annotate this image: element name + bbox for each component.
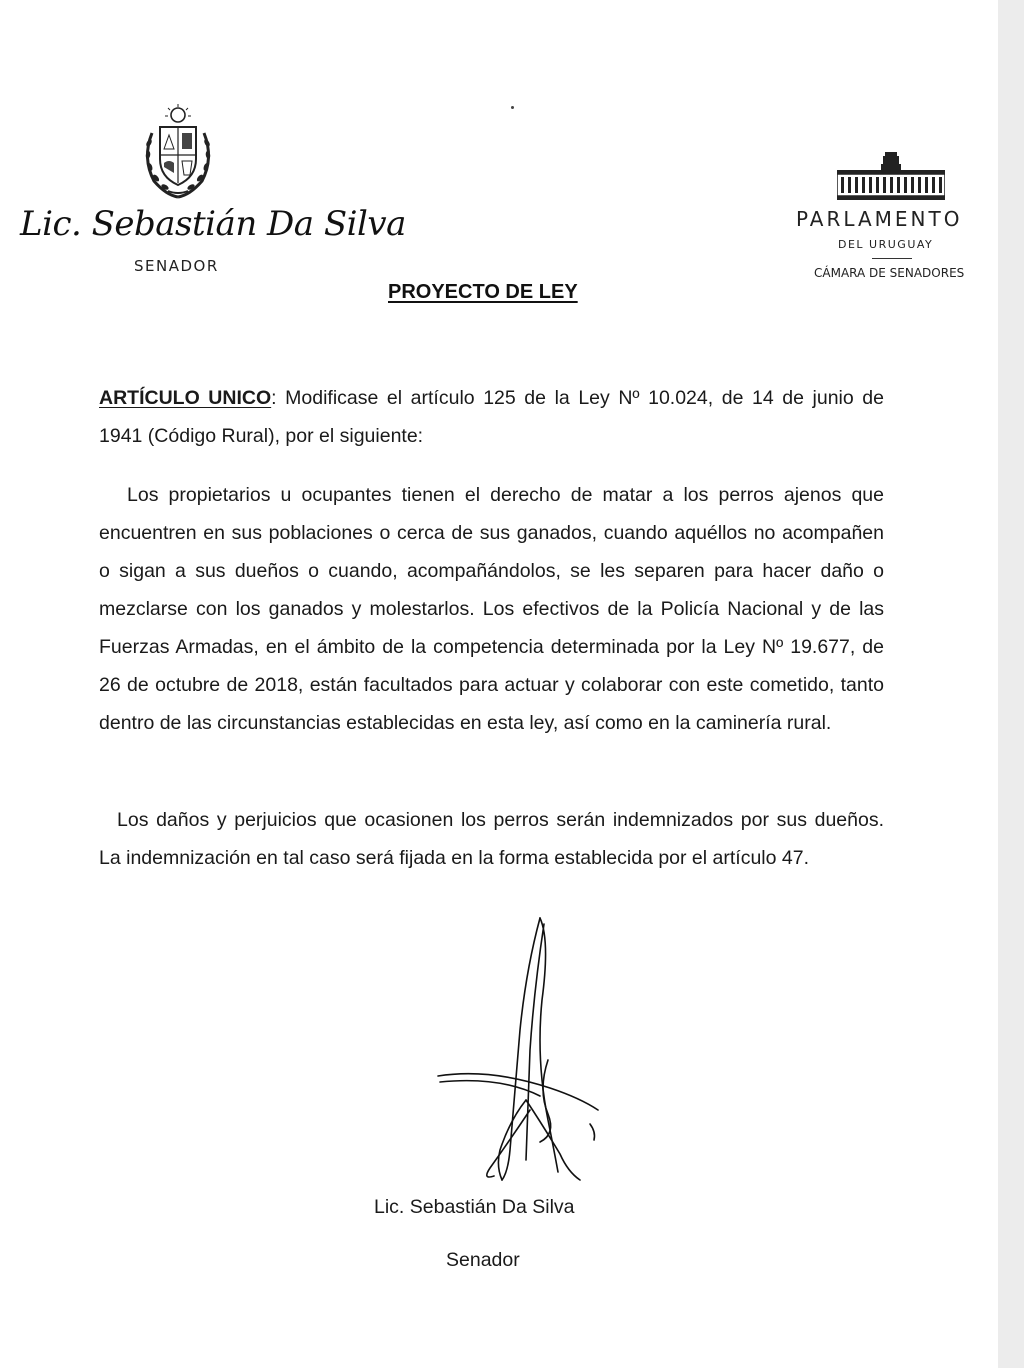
signatory-name: Lic. Sebastián Da Silva	[374, 1196, 575, 1218]
letterhead-role: SENADOR	[134, 257, 219, 275]
body-paragraph-2: Los daños y perjuicios que ocasionen los perros serán indemnizados por sus dueños. La indemnización en tal caso será fijada en la forma establecida por el artículo 47.	[99, 809, 884, 869]
handwritten-signature	[430, 910, 620, 1200]
document-title: PROYECTO DE LEY	[388, 281, 578, 303]
signatory-role: Senador	[446, 1249, 520, 1271]
parliament-subtitle: DEL URUGUAY	[838, 238, 934, 251]
article-text: : Modificase el artículo 125 de la Ley Nº 10.024, de 14 de junio de 1941 (Código Rural), por el siguiente:	[99, 387, 884, 447]
coat-of-arms-icon	[140, 103, 216, 199]
senator-letterhead-signature: Lic. Sebastián Da Silva	[20, 204, 406, 244]
parliament-building-icon	[837, 152, 945, 200]
parliament-title: PARLAMENTO	[796, 207, 963, 231]
scan-speck	[511, 106, 514, 109]
divider	[872, 258, 912, 259]
article-heading: ARTÍCULO UNICO	[99, 387, 272, 409]
article-paragraph	[99, 379, 884, 455]
body-paragraph-1: Los propietarios u ocupantes tienen el derecho de matar a los perros ajenos que encuentren en sus poblaciones o cerca de sus ganados, cuando aquéllos no acompañen o sigan a sus dueños o cuando, acompañándolos, se les separen para hacer daño o mezclarse con los ganados y molestarlos. Los efectivos de la Policía Nacional y de las Fuerzas Armadas, en el ámbito de la competencia determinada por la Ley Nº 19.677, de 26 de octubre de 2018, están facultados para actuar y colaborar con este cometido, tanto dentro de las circunstancias establecidas en esta ley, así como en la caminería rural.	[99, 484, 884, 734]
chamber-label: CÁMARA DE SENADORES	[814, 266, 965, 280]
